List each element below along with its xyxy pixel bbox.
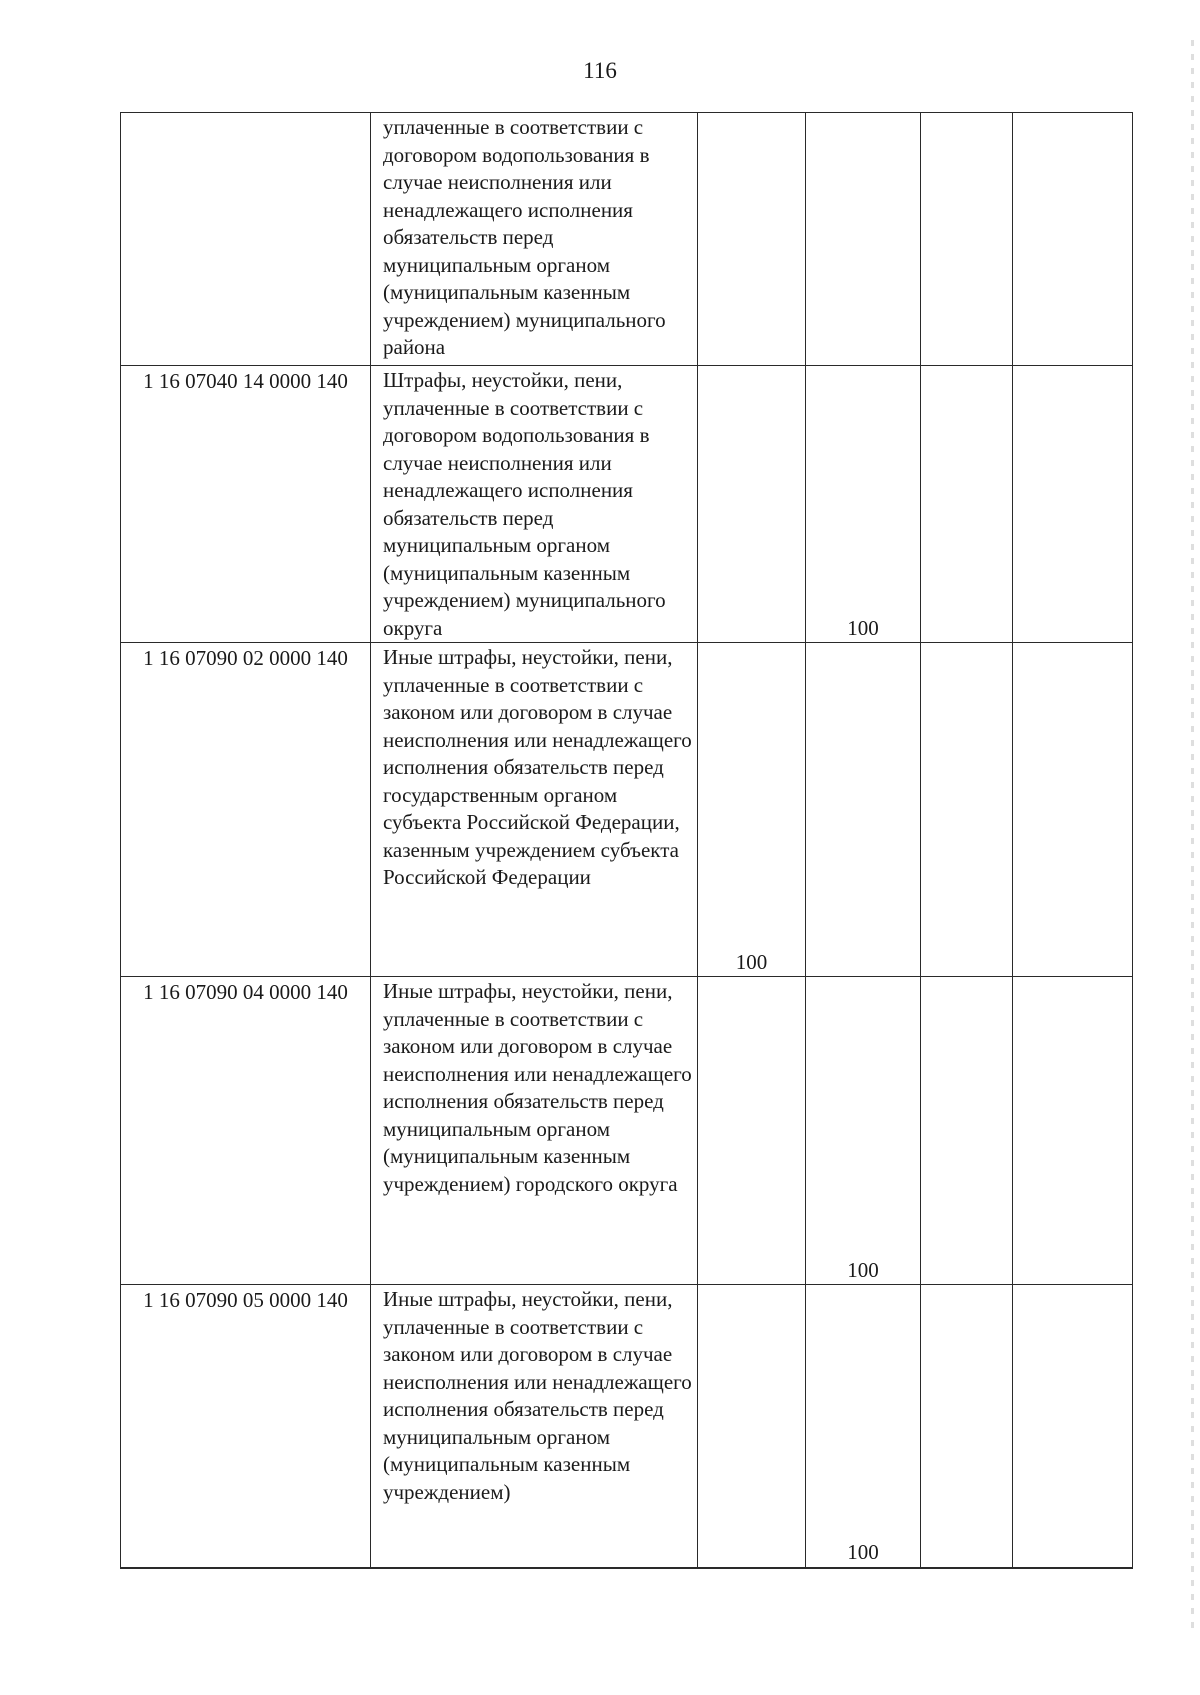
- name-cell: Иные штрафы, неустойки, пени, уплаченные в соответствии с законом или договором в случае неисполнения или ненадлежащего исполнения обязательств перед муниципальным органом (муниципальным казенным учреждением) городского округа: [371, 977, 698, 1285]
- code-cell: 1 16 07090 02 0000 140: [121, 643, 371, 977]
- table-row: [121, 366, 1133, 643]
- value-cell-4: [1013, 366, 1133, 643]
- revenue-table: [120, 112, 1133, 1569]
- code-cell: [121, 113, 371, 366]
- code-cell: 1 16 07090 04 0000 140: [121, 977, 371, 1285]
- table-row: [121, 1285, 1133, 1568]
- value-cell-4: [1013, 113, 1133, 366]
- value-cell-4: [1013, 643, 1133, 977]
- code-cell: 1 16 07090 05 0000 140: [121, 1285, 371, 1568]
- value-cell-2: [806, 643, 921, 977]
- value-cell-2: 100: [806, 977, 921, 1285]
- value-cell-4: [1013, 1285, 1133, 1568]
- value-cell-2: 100: [806, 1285, 921, 1568]
- value-cell-3: [921, 643, 1013, 977]
- table-row: [121, 643, 1133, 977]
- page-number: 116: [583, 58, 617, 83]
- name-cell: уплаченные в соответствии с договором водопользования в случае неисполнения или ненадлежащего исполнения обязательств перед муниципальным органом (муниципальным казенным учреждением) муниципального района: [371, 113, 698, 366]
- value-cell-3: [921, 1285, 1013, 1568]
- table-row: [121, 977, 1133, 1285]
- value-cell-3: [921, 113, 1013, 366]
- value-cell-1: [698, 113, 806, 366]
- name-cell: Иные штрафы, неустойки, пени, уплаченные в соответствии с законом или договором в случае неисполнения или ненадлежащего исполнения обязательств перед муниципальным органом (муниципальным казенным учреждением): [371, 1285, 698, 1568]
- scan-edge-artifact: [1191, 40, 1194, 1630]
- value-cell-1: [698, 1285, 806, 1568]
- name-cell: Иные штрафы, неустойки, пени, уплаченные в соответствии с законом или договором в случае неисполнения или ненадлежащего исполнения обязательств перед государственным органом субъекта Российской Федерации, казенным учреждением субъекта Российской Федерации: [371, 643, 698, 977]
- value-cell-1: [698, 977, 806, 1285]
- value-cell-4: [1013, 977, 1133, 1285]
- code-cell: 1 16 07040 14 0000 140: [121, 366, 371, 643]
- value-cell-1: [698, 366, 806, 643]
- value-cell-2: [806, 113, 921, 366]
- value-cell-3: [921, 977, 1013, 1285]
- value-cell-1: 100: [698, 643, 806, 977]
- value-cell-2: 100: [806, 366, 921, 643]
- table-row: [121, 113, 1133, 366]
- value-cell-3: [921, 366, 1013, 643]
- name-cell: Штрафы, неустойки, пени, уплаченные в соответствии с договором водопользования в случае неисполнения или ненадлежащего исполнения обязательств перед муниципальным органом (муниципальным казенным учреждением) муниципального округа: [371, 366, 698, 643]
